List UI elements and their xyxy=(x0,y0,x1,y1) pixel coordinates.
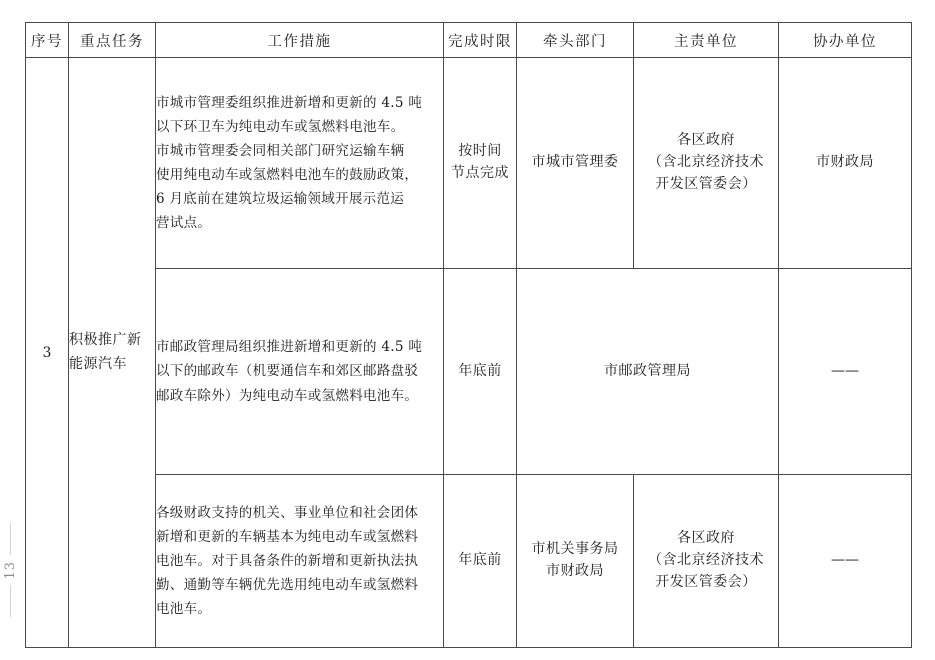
table-row xyxy=(26,269,912,475)
measure-line: 以下环卫车为纯电动车或氢燃料电池车。 xyxy=(156,118,405,135)
cell-lead-department xyxy=(517,475,634,648)
cell-lead-department xyxy=(517,58,634,269)
measure-line: 邮政车除外）为纯电动车或氢燃料电池车。 xyxy=(156,387,419,404)
measure-line: 市城市管理委组织推进新增和更新的 4.5 吨 xyxy=(156,94,423,111)
cell-deadline xyxy=(444,269,517,475)
header-responsible: 主责单位 xyxy=(634,23,779,58)
page-marker-rule-bottom xyxy=(10,585,11,617)
responsible-line: 开发区管委会） xyxy=(655,175,757,192)
cell-key-task xyxy=(69,58,156,648)
header-deadline: 完成时限 xyxy=(444,23,517,58)
merged-unit-line: 市邮政管理局 xyxy=(604,362,691,379)
responsible-line: 开发区管委会） xyxy=(655,573,757,590)
deadline-line: 按时间 xyxy=(458,143,502,160)
cell-lead-and-responsible-merged xyxy=(517,269,779,475)
header-measure: 工作措施 xyxy=(156,23,444,58)
lead-line: 市财政局 xyxy=(546,563,604,579)
lead-line: 市机关事务局 xyxy=(531,541,619,558)
measure-line: 电池车。对于具备条件的新增和更新执法执 xyxy=(156,552,419,569)
task-table-container xyxy=(25,22,911,648)
header-task: 重点任务 xyxy=(69,23,156,58)
measure-line: 勤、通勤等车辆优先选用纯电动车或氢燃料 xyxy=(156,577,419,593)
responsible-line: （含北京经济技术 xyxy=(648,154,764,171)
measure-line: 使用纯电动车或氢燃料电池车的鼓励政策， xyxy=(156,167,419,183)
cell-sequence-number: 3 xyxy=(26,58,69,648)
measure-line: 市邮政管理局组织推进新增和更新的 4.5 吨 xyxy=(156,339,423,356)
cell-cooperating-unit xyxy=(779,58,912,269)
cell-responsible-unit xyxy=(634,58,779,269)
measure-line: 营试点。 xyxy=(156,215,212,232)
cell-work-measure xyxy=(156,269,444,475)
table-row xyxy=(26,475,912,648)
deadline-line: 节点完成 xyxy=(451,165,509,181)
cell-responsible-unit xyxy=(634,475,779,648)
measure-line: 以下的邮政车（机要通信车和郊区邮路盘驳 xyxy=(156,363,419,380)
task-table xyxy=(25,22,912,648)
measure-line: 新增和更新的车辆基本为纯电动车或氢燃料 xyxy=(156,528,419,545)
responsible-line: 各区政府 xyxy=(677,530,735,547)
cooperating-line: 市财政局 xyxy=(816,154,874,171)
table-header-row xyxy=(26,23,912,58)
key-task-line-1: 积极推广新 xyxy=(69,331,142,348)
header-seq: 序号 xyxy=(26,23,69,58)
measure-line: 各级财政支持的机关、事业单位和社会团体 xyxy=(156,504,419,521)
cell-deadline xyxy=(444,475,517,648)
cell-cooperating-unit xyxy=(779,269,912,475)
measure-line: 6 月底前在建筑垃圾运输领域开展示范运 xyxy=(156,191,405,208)
deadline-line: 年底前 xyxy=(458,362,502,379)
lead-line: 市城市管理委 xyxy=(531,154,619,171)
cell-cooperating-unit xyxy=(779,475,912,648)
page-marker-rule-top xyxy=(10,523,11,555)
cell-deadline xyxy=(444,58,517,269)
deadline-line: 年底前 xyxy=(458,552,502,569)
page-number-marker xyxy=(0,505,20,635)
header-cooperating: 协办单位 xyxy=(779,23,912,58)
measure-line: 市城市管理委会同相关部门研究运输车辆 xyxy=(156,142,405,159)
cell-work-measure xyxy=(156,475,444,648)
key-task-line-2: 能源汽车 xyxy=(69,355,127,372)
responsible-line: （含北京经济技术 xyxy=(648,552,764,569)
cooperating-line: —— xyxy=(831,552,859,569)
page-number: 13 xyxy=(2,560,18,580)
cell-work-measure xyxy=(156,58,444,269)
table-row xyxy=(26,58,912,269)
cooperating-line: —— xyxy=(831,362,859,379)
responsible-line: 各区政府 xyxy=(677,132,735,149)
measure-line: 电池车。 xyxy=(156,601,212,618)
header-lead: 牵头部门 xyxy=(517,23,634,58)
